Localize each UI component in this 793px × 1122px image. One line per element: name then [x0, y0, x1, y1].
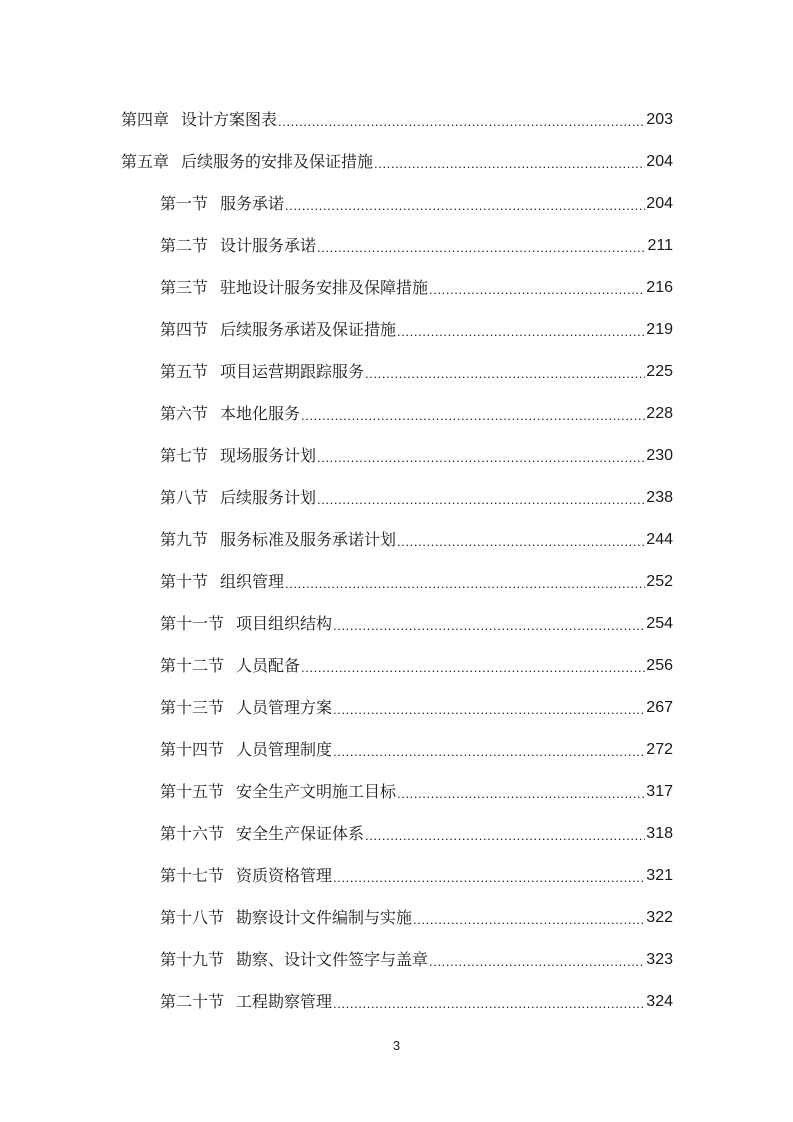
- entry-page-number: 216: [646, 279, 673, 296]
- toc-entry-section-3[interactable]: [160, 274, 673, 298]
- dot-leader: [429, 278, 645, 298]
- toc-entry-section-19[interactable]: [160, 946, 673, 970]
- toc-entry-section-4[interactable]: [160, 316, 673, 340]
- entry-title: 后续服务承诺及保证措施: [220, 320, 397, 339]
- toc-entry-chapter-4[interactable]: [121, 106, 673, 130]
- dot-leader: [301, 404, 645, 424]
- dot-leader: [333, 866, 645, 886]
- toc-entry-section-10[interactable]: [160, 568, 673, 592]
- toc-entry-section-13[interactable]: [160, 694, 673, 718]
- toc-entry-section-2[interactable]: [160, 232, 673, 256]
- dot-leader: [278, 110, 645, 130]
- dot-leader: [397, 530, 645, 550]
- entry-page-number: 228: [646, 405, 673, 422]
- entry-page-number: 324: [646, 993, 673, 1010]
- dot-leader: [397, 782, 645, 802]
- entry-title: 人员管理制度: [236, 740, 333, 759]
- entry-title: 勘察、设计文件签字与盖章: [236, 950, 429, 969]
- toc-entry-section-5[interactable]: [160, 358, 673, 382]
- entry-number: 第十九节: [160, 950, 225, 969]
- toc-entry-section-11[interactable]: [160, 610, 673, 634]
- entry-number: 第十四节: [160, 740, 225, 759]
- entry-title: 设计方案图表: [181, 110, 278, 129]
- dot-leader: [365, 824, 645, 844]
- entry-title: 服务标准及服务承诺计划: [220, 530, 397, 549]
- dot-leader: [317, 236, 646, 256]
- entry-title: 驻地设计服务安排及保障措施: [220, 278, 429, 297]
- dot-leader: [397, 320, 645, 340]
- dot-leader: [333, 992, 645, 1012]
- page-number-footer: 3: [392, 1038, 401, 1053]
- entry-page-number: 321: [646, 867, 673, 884]
- entry-page-number: 272: [646, 741, 673, 758]
- dot-leader: [374, 152, 645, 172]
- entry-title: 设计服务承诺: [220, 236, 317, 255]
- entry-title: 后续服务的安排及保证措施: [181, 152, 374, 171]
- entry-number: 第七节: [160, 446, 209, 465]
- entry-title: 服务承诺: [220, 194, 285, 213]
- toc-entry-section-17[interactable]: [160, 862, 673, 886]
- entry-number: 第五节: [160, 362, 209, 381]
- dot-leader: [285, 572, 645, 592]
- dot-leader: [285, 194, 645, 214]
- entry-title: 安全生产保证体系: [236, 824, 365, 843]
- entry-number: 第四章: [121, 110, 170, 129]
- entry-number: 第三节: [160, 278, 209, 297]
- entry-title: 本地化服务: [220, 404, 301, 423]
- entry-title: 组织管理: [220, 572, 285, 591]
- dot-leader: [333, 614, 645, 634]
- entry-page-number: 317: [646, 783, 673, 800]
- entry-title: 资质资格管理: [236, 866, 333, 885]
- entry-number: 第十三节: [160, 698, 225, 717]
- toc-entry-section-9[interactable]: [160, 526, 673, 550]
- entry-page-number: 204: [646, 195, 673, 212]
- entry-title: 人员配备: [236, 656, 301, 675]
- entry-number: 第九节: [160, 530, 209, 549]
- entry-number: 第十节: [160, 572, 209, 591]
- toc-entry-section-20[interactable]: [160, 988, 673, 1012]
- toc-entry-section-15[interactable]: [160, 778, 673, 802]
- entry-title: 后续服务计划: [220, 488, 317, 507]
- entry-page-number: 211: [647, 237, 673, 254]
- toc-entry-section-16[interactable]: [160, 820, 673, 844]
- entry-title: 人员管理方案: [236, 698, 333, 717]
- entry-title: 项目组织结构: [236, 614, 333, 633]
- entry-page-number: 322: [646, 909, 673, 926]
- entry-page-number: 204: [646, 153, 673, 170]
- entry-number: 第十二节: [160, 656, 225, 675]
- entry-title: 现场服务计划: [220, 446, 317, 465]
- dot-leader: [429, 950, 645, 970]
- entry-title: 项目运营期跟踪服务: [220, 362, 365, 381]
- entry-page-number: 238: [646, 489, 673, 506]
- entry-page-number: 230: [646, 447, 673, 464]
- toc-entry-section-6[interactable]: [160, 400, 673, 424]
- dot-leader: [333, 698, 645, 718]
- entry-number: 第十五节: [160, 782, 225, 801]
- entry-number: 第二节: [160, 236, 209, 255]
- entry-page-number: 256: [646, 657, 673, 674]
- entry-page-number: 267: [646, 699, 673, 716]
- dot-leader: [317, 488, 645, 508]
- toc-entry-section-7[interactable]: [160, 442, 673, 466]
- entry-number: 第十七节: [160, 866, 225, 885]
- entry-page-number: 219: [646, 321, 673, 338]
- entry-number: 第十六节: [160, 824, 225, 843]
- entry-page-number: 254: [646, 615, 673, 632]
- entry-page-number: 225: [646, 363, 673, 380]
- dot-leader: [333, 740, 645, 760]
- toc-entry-section-1[interactable]: [160, 190, 673, 214]
- dot-leader: [301, 656, 645, 676]
- dot-leader: [413, 908, 645, 928]
- entry-page-number: 318: [646, 825, 673, 842]
- entry-number: 第五章: [121, 152, 170, 171]
- entry-page-number: 244: [646, 531, 673, 548]
- toc-entry-section-8[interactable]: [160, 484, 673, 508]
- entry-page-number: 323: [646, 951, 673, 968]
- entry-page-number: 203: [646, 111, 673, 128]
- dot-leader: [317, 446, 645, 466]
- toc-entry-chapter-5[interactable]: [121, 148, 673, 172]
- entry-title: 安全生产文明施工目标: [236, 782, 397, 801]
- dot-leader: [365, 362, 645, 382]
- entry-title: 勘察设计文件编制与实施: [236, 908, 413, 927]
- toc-entry-section-18[interactable]: [160, 904, 673, 928]
- entry-title: 工程勘察管理: [236, 992, 333, 1011]
- entry-number: 第六节: [160, 404, 209, 423]
- entry-number: 第四节: [160, 320, 209, 339]
- toc-entry-section-14[interactable]: [160, 736, 673, 760]
- entry-number: 第十八节: [160, 908, 225, 927]
- toc-entry-section-12[interactable]: [160, 652, 673, 676]
- entry-number: 第一节: [160, 194, 209, 213]
- entry-number: 第十一节: [160, 614, 225, 633]
- entry-number: 第八节: [160, 488, 209, 507]
- entry-number: 第二十节: [160, 992, 225, 1011]
- entry-page-number: 252: [646, 573, 673, 590]
